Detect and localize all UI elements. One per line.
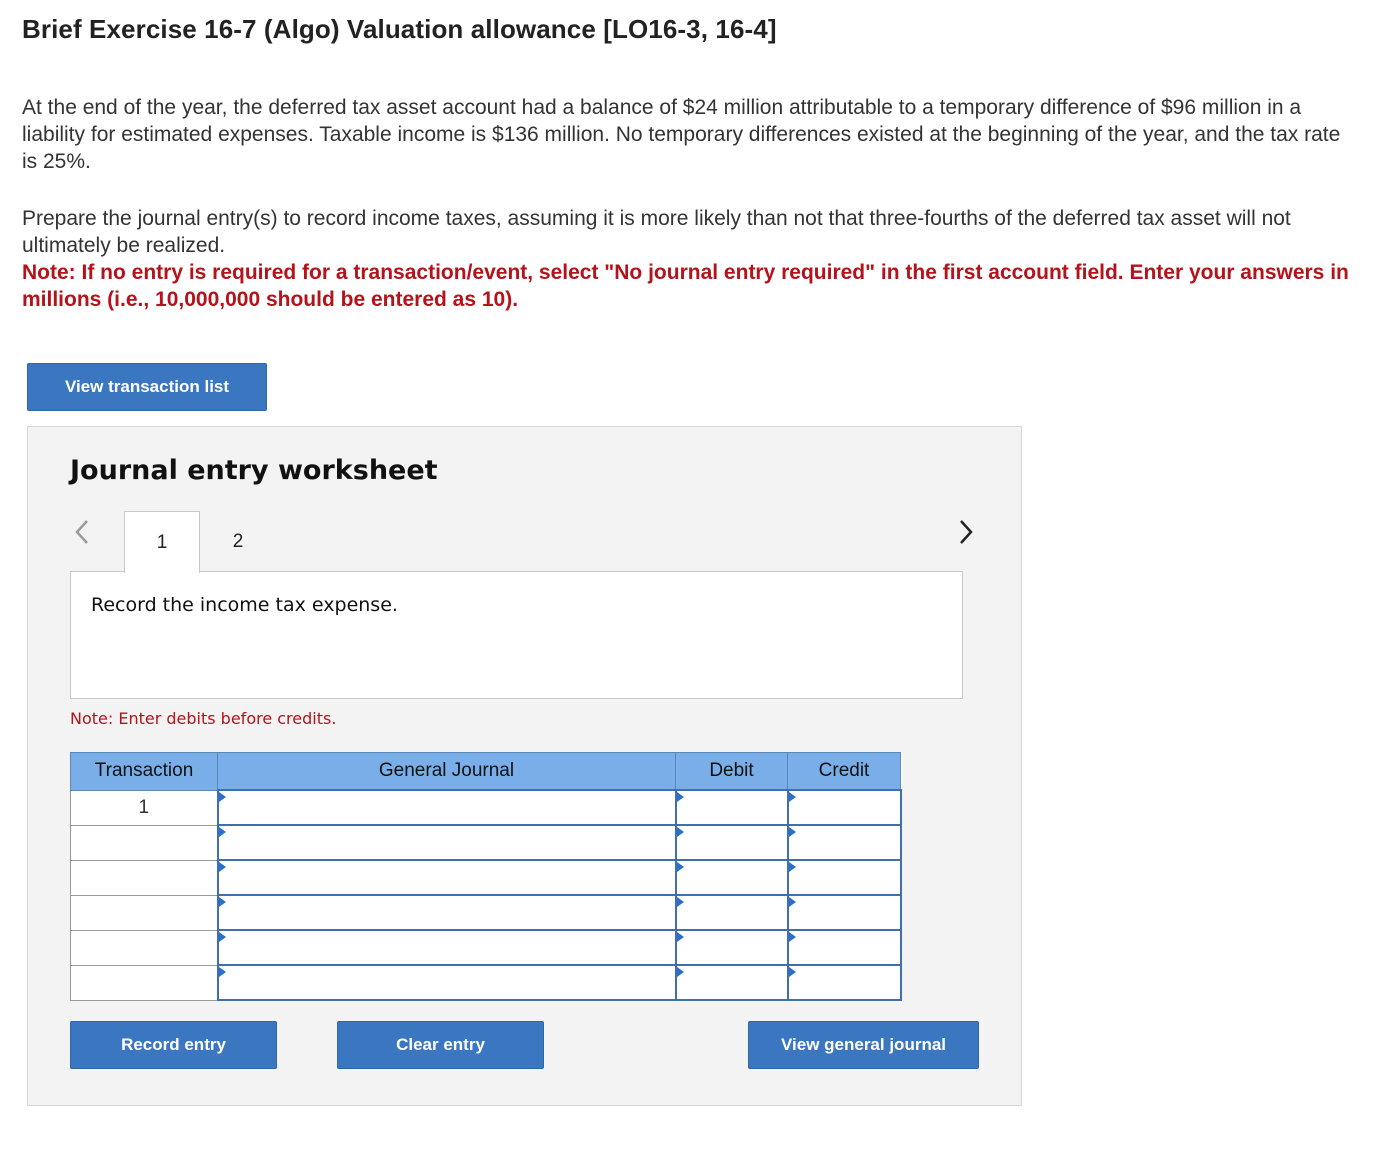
- debit-credit-note: Note: Enter debits before credits.: [70, 709, 337, 728]
- clear-entry-button[interactable]: Clear entry: [337, 1021, 544, 1069]
- transaction-cell: 1: [71, 790, 218, 825]
- input-marker-icon: [789, 897, 796, 907]
- credit-value[interactable]: [789, 931, 900, 964]
- account-value[interactable]: [219, 896, 675, 929]
- table-row: [71, 895, 901, 930]
- column-header-debit: Debit: [676, 753, 788, 791]
- table-row: [71, 965, 901, 1000]
- input-marker-icon: [677, 827, 684, 837]
- table-row: [71, 930, 901, 965]
- transaction-cell: [71, 895, 218, 930]
- account-value[interactable]: [219, 791, 675, 824]
- chevron-left-icon[interactable]: [70, 517, 94, 547]
- credit-value[interactable]: [789, 791, 900, 824]
- answer-note: Note: If no entry is required for a transaction/event, select "No journal entry required" in the first account field. Enter your answers in millions (i.e., 10,000,000 should be entered as 10).: [22, 261, 1349, 311]
- input-marker-icon: [789, 827, 796, 837]
- problem-description: At the end of the year, the deferred tax asset account had a balance of $24 million attributable to a temporary difference of $96 million in a liability for estimated expenses. Taxable income is $136 million. No temporary differences existed at the beginning of the year, and the tax rate is 25%.: [22, 96, 1341, 173]
- debit-value[interactable]: [677, 861, 787, 894]
- transaction-cell: [71, 860, 218, 895]
- tab-1[interactable]: [124, 511, 200, 573]
- input-marker-icon: [789, 792, 796, 802]
- journal-entry-table: [70, 752, 902, 1001]
- debit-value[interactable]: [677, 791, 787, 824]
- dropdown-marker-icon: [219, 897, 226, 907]
- account-value[interactable]: [219, 931, 675, 964]
- credit-value[interactable]: [789, 861, 900, 894]
- account-field[interactable]: [218, 825, 676, 860]
- debit-field[interactable]: [676, 965, 788, 1000]
- input-marker-icon: [789, 967, 796, 977]
- credit-value[interactable]: [789, 826, 900, 859]
- debit-value[interactable]: [677, 826, 787, 859]
- account-value[interactable]: [219, 966, 675, 999]
- transaction-cell: [71, 825, 218, 860]
- column-header-general-journal: General Journal: [218, 753, 676, 791]
- debit-field[interactable]: [676, 930, 788, 965]
- tab-2[interactable]: [200, 511, 276, 573]
- input-marker-icon: [789, 862, 796, 872]
- credit-value[interactable]: [789, 966, 900, 999]
- debit-value[interactable]: [677, 896, 787, 929]
- account-value[interactable]: [219, 861, 675, 894]
- instruction-box: [70, 571, 963, 699]
- credit-field[interactable]: [788, 860, 901, 895]
- credit-field[interactable]: [788, 825, 901, 860]
- account-field[interactable]: [218, 860, 676, 895]
- account-value[interactable]: [219, 826, 675, 859]
- debit-value[interactable]: [677, 966, 787, 999]
- debit-field[interactable]: [676, 860, 788, 895]
- transaction-cell: [71, 930, 218, 965]
- credit-field[interactable]: [788, 895, 901, 930]
- transaction-cell: [71, 965, 218, 1000]
- credit-field[interactable]: [788, 965, 901, 1000]
- column-header-credit: Credit: [788, 753, 901, 791]
- input-marker-icon: [677, 862, 684, 872]
- problem-instruction: Prepare the journal entry(s) to record income taxes, assuming it is more likely than not that three-fourths of the deferred tax asset will not ultimately be realized.: [22, 207, 1291, 257]
- debit-field[interactable]: [676, 895, 788, 930]
- debit-value[interactable]: [677, 931, 787, 964]
- tab-label: 2: [232, 531, 244, 552]
- credit-field[interactable]: [788, 930, 901, 965]
- tab-label: 1: [156, 531, 168, 553]
- input-marker-icon: [677, 932, 684, 942]
- table-row: [71, 825, 901, 860]
- debit-field[interactable]: [676, 790, 788, 825]
- worksheet-title: Journal entry worksheet: [70, 455, 438, 486]
- table-row: [71, 790, 901, 825]
- credit-value[interactable]: [789, 896, 900, 929]
- credit-field[interactable]: [788, 790, 901, 825]
- account-field[interactable]: [218, 790, 676, 825]
- chevron-right-icon[interactable]: [954, 517, 978, 547]
- table-row: [71, 860, 901, 895]
- account-field[interactable]: [218, 930, 676, 965]
- table-header-row: [71, 753, 901, 791]
- account-field[interactable]: [218, 965, 676, 1000]
- account-field[interactable]: [218, 895, 676, 930]
- input-marker-icon: [677, 897, 684, 907]
- page-title: Brief Exercise 16-7 (Algo) Valuation allowance [LO16-3, 16-4]: [22, 14, 777, 44]
- instruction-text: Record the income tax expense.: [91, 594, 398, 616]
- column-header-transaction: Transaction: [71, 753, 218, 791]
- journal-entry-worksheet: [27, 426, 1022, 1106]
- dropdown-marker-icon: [219, 792, 226, 802]
- record-entry-button[interactable]: Record entry: [70, 1021, 277, 1069]
- input-marker-icon: [677, 792, 684, 802]
- dropdown-marker-icon: [219, 827, 226, 837]
- input-marker-icon: [789, 932, 796, 942]
- view-transaction-list-button[interactable]: View transaction list: [27, 363, 267, 411]
- dropdown-marker-icon: [219, 932, 226, 942]
- input-marker-icon: [677, 967, 684, 977]
- debit-field[interactable]: [676, 825, 788, 860]
- dropdown-marker-icon: [219, 967, 226, 977]
- view-general-journal-button[interactable]: View general journal: [748, 1021, 979, 1069]
- dropdown-marker-icon: [219, 862, 226, 872]
